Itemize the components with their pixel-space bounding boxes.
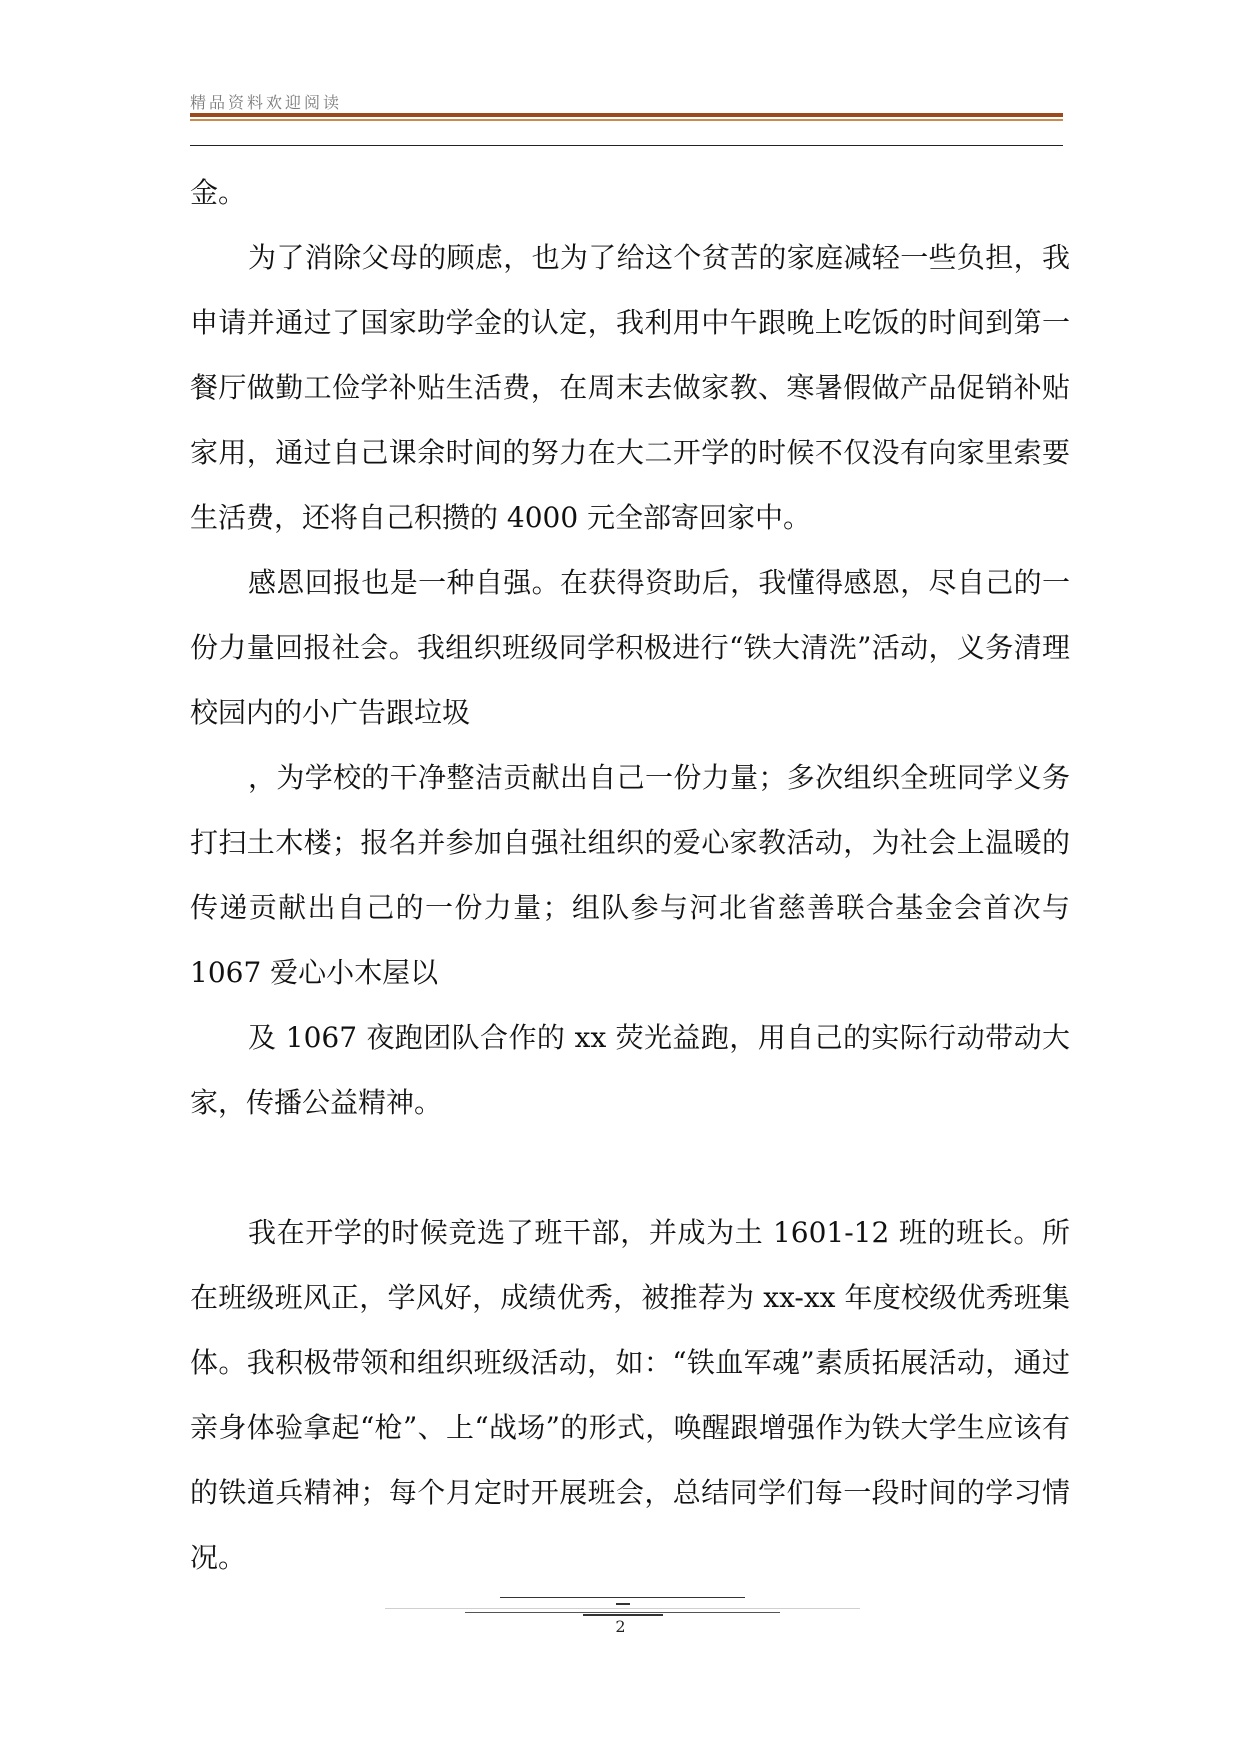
paragraph: 及 1067 夜跑团队合作的 xx 荧光益跑，用自己的实际行动带动大家，传播公益精神。 <box>190 1021 1070 1119</box>
page-number: 2 <box>615 1617 626 1636</box>
paragraph-continuation: 金。 <box>190 176 247 209</box>
document-body <box>190 160 1070 1590</box>
footer-rule <box>616 1603 630 1605</box>
footer-rule <box>465 1612 780 1613</box>
paragraph: ，为学校的干净整洁贡献出自己一份力量；多次组织全班同学义务打扫土木楼；报名并参加自强社组织的爱心家教活动，为社会上温暖的传递贡献出自己的一份力量；组队参与河北省慈善联合基金会首次与 1067 爱心小木屋以 <box>190 761 1070 989</box>
header-title: 精品资料欢迎阅读 <box>190 93 343 112</box>
footer-rule <box>385 1608 860 1609</box>
footer-rule <box>500 1597 745 1598</box>
paragraph: 感恩回报也是一种自强。在获得资助后，我懂得感恩，尽自己的一份力量回报社会。我组织班级同学积极进行“铁大清洗”活动，义务清理校园内的小广告跟垃圾 <box>190 566 1070 729</box>
header-rule-thin <box>190 145 1063 146</box>
header-rule-light <box>190 119 1063 121</box>
footer-rule <box>583 1614 663 1616</box>
paragraph: 为了消除父母的顾虑，也为了给这个贫苦的家庭减轻一些负担，我申请并通过了国家助学金的认定，我利用中午跟晚上吃饭的时间到第一餐厅做勤工俭学补贴生活费，在周末去做家教、寒暑假做产品促销补贴家用，通过自己课余时间的努力在大二开学的时候不仅没有向家里索要生活费，还将自己积攒的 4000 元全部寄回家中。 <box>190 241 1070 534</box>
header-rule-dark <box>190 113 1063 117</box>
paragraph: 我在开学的时候竞选了班干部，并成为土 1601-12 班的班长。所在班级班风正，学风好，成绩优秀，被推荐为 xx-xx 年度校级优秀班集体。我积极带领和组织班级活动，如：“铁血军魂”素质拓展活动，通过亲身体验拿起“枪”、上“战场”的形式，唤醒跟增强作为铁大学生应该有的铁道兵精神；每个月定时开展班会，总结同学们每一段时间的学习情况。 <box>190 1216 1070 1574</box>
